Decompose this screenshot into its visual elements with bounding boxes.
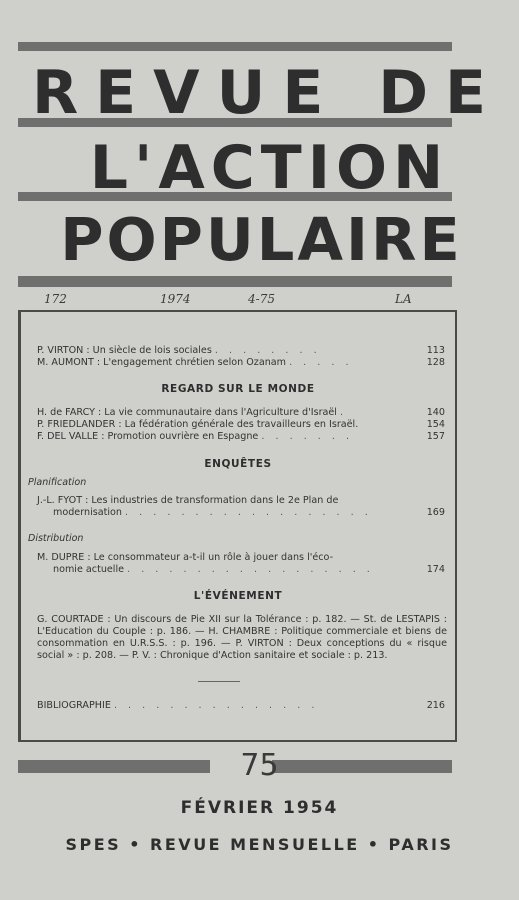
issue-date: FÉVRIER 1954 — [180, 798, 339, 818]
toc-entry-text: H. de FARCY : La vie communautaire dans l'Agriculture d'Israël — [37, 407, 337, 418]
subsection-label: Distribution — [28, 533, 84, 544]
toc-entry-page: 169 — [426, 507, 445, 518]
leader-dots: . . . . . . . — [261, 431, 354, 442]
handwritten-note-c: 4-75 — [248, 292, 275, 306]
toc-entry-page: 157 — [426, 431, 445, 442]
subsection-label: Planification — [28, 477, 87, 488]
toc-entry-page: 128 — [426, 357, 445, 368]
toc-entry — [37, 407, 445, 419]
toc-entry-page: 154 — [426, 419, 445, 430]
toc-entry-text: M. DUPRE : Le consommateur a-t-il un rôle à jouer dans l'éco- — [37, 552, 334, 563]
section-heading: ENQUÊTES — [204, 458, 272, 470]
top-rule — [18, 42, 452, 51]
table-of-contents — [18, 310, 457, 742]
toc-entry-text: M. AUMONT : L'engagement chrétien selon Ozanam — [37, 357, 287, 368]
toc-entry — [37, 564, 445, 576]
short-divider — [198, 681, 240, 682]
handwritten-note-a: 172 — [44, 292, 67, 306]
toc-entry-text: BIBLIOGRAPHIE — [37, 700, 111, 711]
rule-under-line3 — [18, 276, 452, 287]
leader-dots: . . . . . . . . — [214, 345, 321, 356]
section-heading: L'ÉVÉNEMENT — [193, 590, 283, 602]
toc-entry — [37, 419, 445, 431]
toc-entry — [37, 357, 445, 369]
toc-entry-page: 216 — [426, 700, 445, 711]
toc-entry — [37, 495, 445, 507]
publisher-footer: SPES • REVUE MENSUELLE • PARIS — [65, 835, 454, 854]
toc-entry-text: P. FRIEDLANDER : La fédération générale des travailleurs en Israël. — [37, 419, 359, 430]
leader-dots: . . . . . — [289, 357, 353, 368]
toc-entry-text: modernisation — [53, 507, 122, 518]
toc-entry-text: P. VIRTON : Un siècle de lois sociales — [37, 345, 212, 356]
leader-dots: . . . . . . . . . . . . . . . . . . — [127, 564, 374, 575]
toc-entry-bibliography — [37, 700, 445, 712]
toc-entry-page: 113 — [426, 345, 445, 356]
event-paragraph: G. COURTADE : Un discours de Pie XII sur la Tolérance : p. 182. — St. de LESTAPIS : L'Education du Couple : p. 186. — H. CHAMBRE : Politique commerciale et biens de consommation en U.R.S.S. : p. 196. — P. VIRTON : Deux conceptions du « risque social » : p. 208. — P. V. : Chronique d'Action sanitaire et sociale : p. 213. — [37, 614, 447, 661]
handwritten-note-d: LA — [395, 292, 412, 306]
toc-entry — [37, 552, 445, 564]
toc-entry-page: 140 — [426, 407, 445, 418]
leader-dots: . . . . . . . . . . . . . . . . . . — [125, 507, 372, 518]
masthead-line-3: POPULAIRE — [60, 205, 463, 274]
toc-entry — [37, 345, 445, 357]
toc-entry-text: J.-L. FYOT : Les industries de transformation dans le 2e Plan de — [37, 495, 339, 506]
leader-dots: . . . . . . . . . . . . . . . — [113, 700, 319, 711]
handwritten-note-b: 1974 — [160, 292, 191, 306]
section-heading: REGARD SUR LE MONDE — [161, 383, 315, 395]
toc-entry-page: 174 — [426, 564, 445, 575]
toc-entry — [37, 507, 445, 519]
toc-entry-text: F. DEL VALLE : Promotion ouvrière en Espagne — [37, 431, 259, 442]
masthead-line-1: REVUE DE — [31, 58, 503, 128]
issue-number: 75 — [240, 748, 279, 783]
leader-dots: . — [340, 407, 348, 418]
toc-entry — [37, 431, 445, 443]
toc-entry-text: nomie actuelle — [53, 564, 125, 575]
masthead-line-2: L'ACTION — [89, 133, 450, 203]
